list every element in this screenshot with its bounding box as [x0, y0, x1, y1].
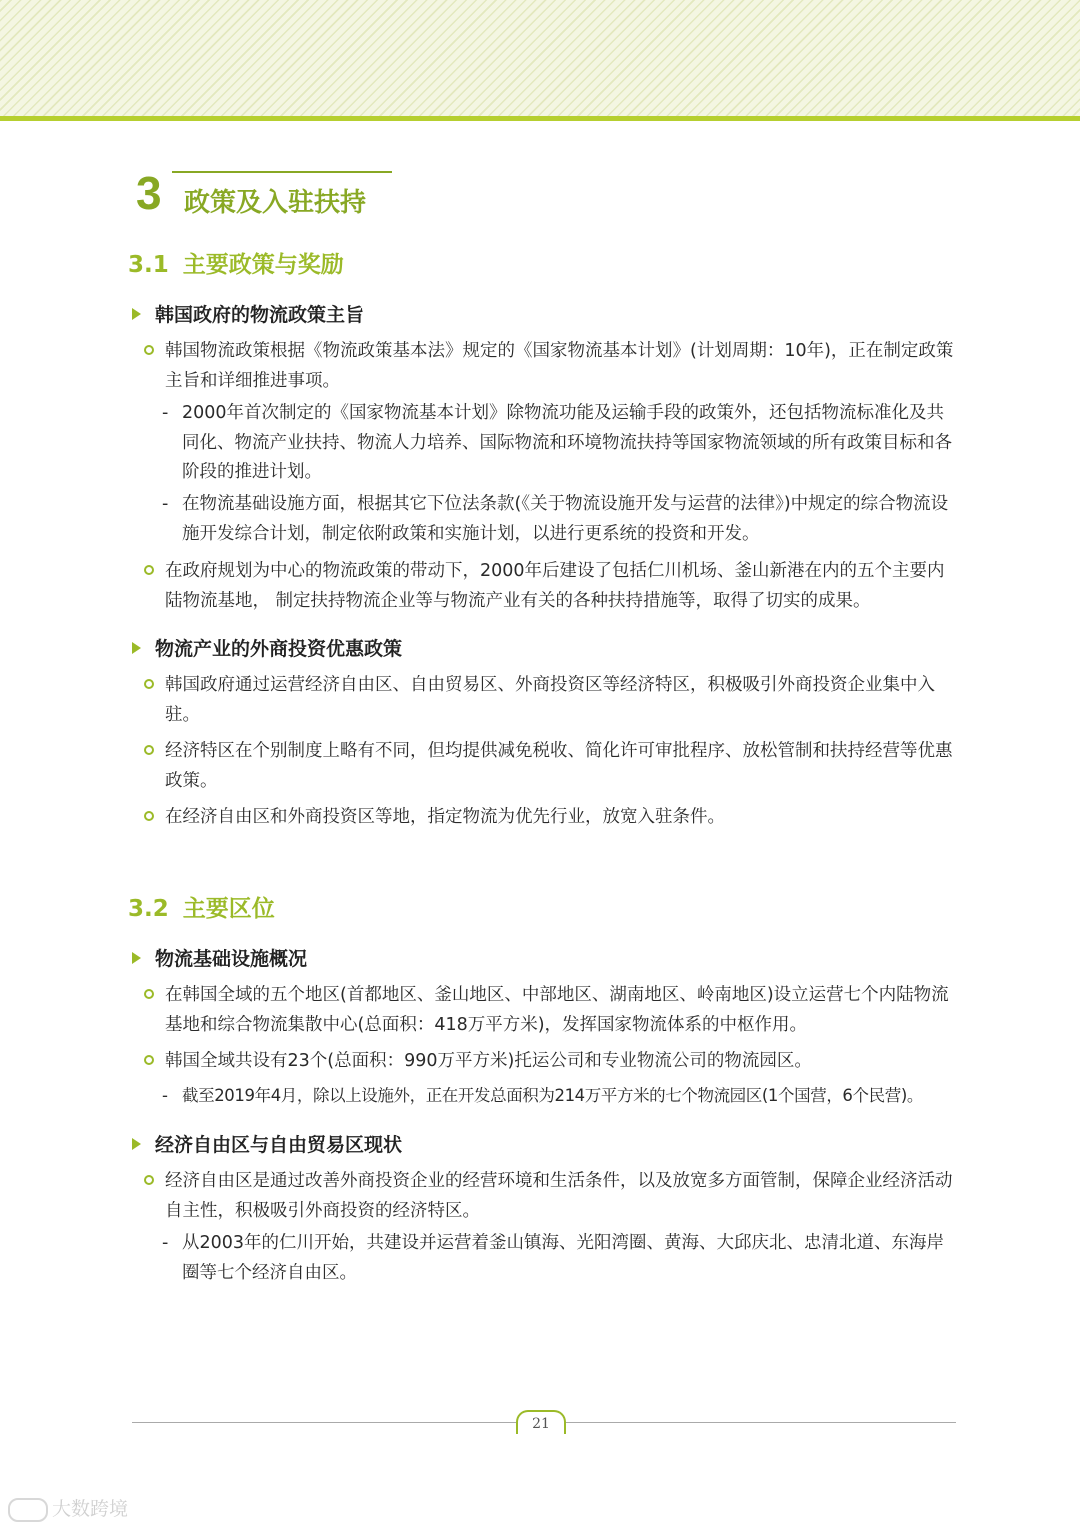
section-title — [128, 246, 344, 279]
list-item — [144, 337, 956, 396]
header-pattern-band — [0, 0, 1080, 116]
list-item — [144, 671, 956, 730]
circle-bullet-icon — [144, 345, 154, 355]
subheading — [132, 944, 307, 971]
section-number: 3.1 — [128, 252, 169, 278]
subheading-label: 物流基础设施概况 — [155, 948, 308, 970]
subheading-label: 韩国政府的物流政策主旨 — [155, 304, 365, 326]
circle-bullet-icon — [144, 565, 154, 575]
chapter-header — [136, 168, 406, 228]
circle-bullet-icon — [144, 679, 154, 689]
dash-bullet: - — [162, 403, 169, 423]
sub-list-item-text: 2000年首次制定的《国家物流基本计划》除物流功能及运输手段的政策外，还包括物流标准化及共同化、物流产业扶持、物流人力培养、国际物流和环境物流扶持等国家物流领域的所有政策目标和各阶段的推进计划。 — [182, 403, 952, 482]
list-item-text: 韩国物流政策根据《物流政策基本法》规定的《国家物流基本计划》(计划周期：10年)，正在制定政策主旨和详细推进事项。 — [165, 341, 954, 391]
chapter-number: 3 — [136, 167, 162, 219]
section-title — [128, 890, 275, 923]
subheading-label: 经济自由区与自由贸易区现状 — [155, 1134, 403, 1156]
list-item — [144, 1047, 956, 1077]
section-label: 主要政策与奖励 — [182, 252, 344, 278]
circle-bullet-icon — [144, 1175, 154, 1185]
watermark-text: 大数跨境 — [52, 1498, 129, 1520]
list-item — [144, 803, 956, 833]
triangle-bullet-icon — [132, 642, 141, 654]
sub-list-item-text: 截至2019年4月，除以上设施外，正在开发总面积为214万平方米的七个物流园区(1个国营，6个民营)。 — [182, 1086, 923, 1105]
sub-list-item-text: 从2003年的仁川开始，共建设并运营着釜山镇海、光阳湾圈、黄海、大邱庆北、忠清北道、东海岸圈等七个经济自由区。 — [182, 1233, 945, 1283]
triangle-bullet-icon — [132, 1138, 141, 1150]
header-rule — [0, 116, 1080, 121]
page-number: 21 — [532, 1416, 550, 1432]
list-item-text: 经济特区在个别制度上略有不同，但均提供减免税收、简化许可审批程序、放松管制和扶持经营等优惠政策。 — [165, 741, 953, 791]
sub-list-item — [162, 490, 956, 549]
sub-list-item — [162, 1081, 956, 1111]
list-item-text: 在政府规划为中心的物流政策的带动下，2000年后建设了包括仁川机场、釜山新港在内的五个主要内陆物流基地， 制定扶持物流企业等与物流产业有关的各种扶持措施等，取得了切实的成果。 — [165, 561, 945, 611]
list-item-text: 韩国政府通过运营经济自由区、自由贸易区、外商投资区等经济特区，积极吸引外商投资企业集中入驻。 — [165, 675, 935, 725]
dash-bullet: - — [162, 494, 169, 514]
chapter-rule — [172, 171, 392, 173]
sub-list-item — [162, 399, 956, 488]
list-item — [144, 737, 956, 796]
subheading — [132, 1130, 402, 1157]
circle-bullet-icon — [144, 989, 154, 999]
list-item — [144, 981, 956, 1040]
list-item-text: 在韩国全域的五个地区(首都地区、釜山地区、中部地区、湖南地区、岭南地区)设立运营七个内陆物流基地和综合物流集散中心(总面积：418万平方米)，发挥国家物流体系的中枢作用。 — [165, 985, 949, 1035]
watermark — [8, 1494, 128, 1522]
subheading — [132, 300, 364, 327]
section-number: 3.2 — [128, 896, 169, 922]
subheading-label: 物流产业的外商投资优惠政策 — [155, 638, 403, 660]
triangle-bullet-icon — [132, 308, 141, 320]
list-item — [144, 1167, 956, 1226]
subheading — [132, 634, 402, 661]
watermark-logo-icon — [8, 1498, 48, 1522]
triangle-bullet-icon — [132, 952, 141, 964]
list-item — [144, 557, 956, 616]
circle-bullet-icon — [144, 745, 154, 755]
dash-bullet: - — [162, 1233, 169, 1253]
sub-list-item — [162, 1229, 956, 1288]
circle-bullet-icon — [144, 1055, 154, 1065]
list-item-text: 在经济自由区和外商投资区等地，指定物流为优先行业，放宽入驻条件。 — [165, 807, 725, 827]
circle-bullet-icon — [144, 811, 154, 821]
list-item-text: 经济自由区是通过改善外商投资企业的经营环境和生活条件，以及放宽多方面管制，保障企业经济活动自主性，积极吸引外商投资的经济特区。 — [165, 1171, 953, 1221]
list-item-text: 韩国全域共设有23个(总面积：990万平方米)托运公司和专业物流公司的物流园区。 — [165, 1051, 812, 1071]
chapter-title: 政策及入驻扶持 — [184, 188, 367, 218]
section-label: 主要区位 — [182, 896, 275, 922]
dash-bullet: - — [162, 1086, 168, 1105]
sub-list-item-text: 在物流基础设施方面，根据其它下位法条款(《关于物流设施开发与运营的法律》)中规定的综合物流设施开发综合计划，制定依附政策和实施计划，以进行更系统的投资和开发。 — [182, 494, 949, 544]
